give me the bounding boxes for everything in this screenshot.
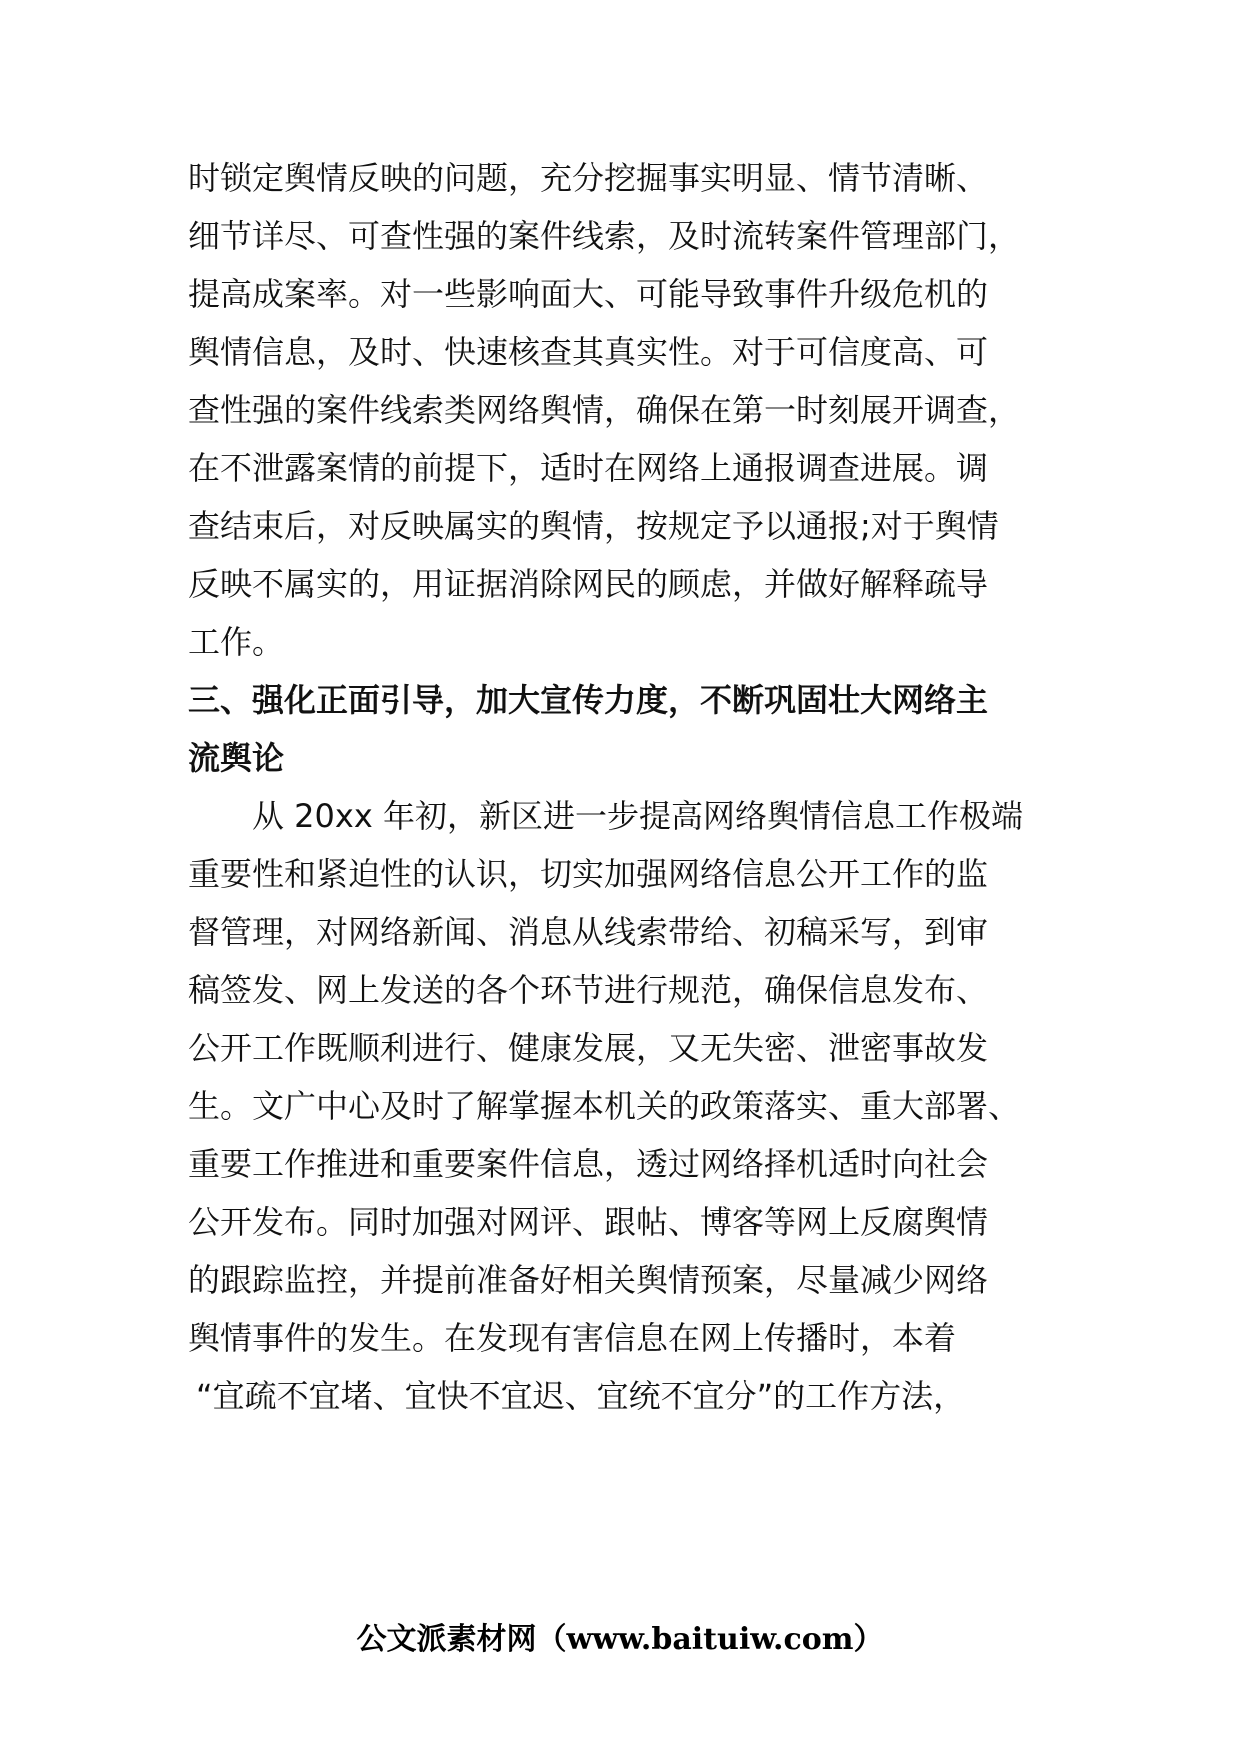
paragraph-line: 生。文广中心及时了解掌握本机关的政策落实、重大部署、 <box>188 1087 1021 1125</box>
paragraph-line: 时锁定舆情反映的问题，充分挖掘事实明显、情节清晰、 <box>188 159 989 197</box>
section-heading: 三、强化正面引导，加大宣传力度，不断巩固壮大网络主 <box>188 681 989 719</box>
paragraph-line: 反映不属实的，用证据消除网民的顾虑，并做好解释疏导 <box>188 565 989 603</box>
paragraph-line: 重要工作推进和重要案件信息，透过网络择机适时向社会 <box>188 1145 989 1183</box>
paragraph-line: 查性强的案件线索类网络舆情，确保在第一时刻展开调查， <box>188 391 1021 429</box>
paragraph-line: 提高成案率。对一些影响面大、可能导致事件升级危机的 <box>188 275 989 313</box>
paragraph-line: 公开工作既顺利进行、健康发展，又无失密、泄密事故发 <box>188 1029 989 1067</box>
section-heading: 流舆论 <box>188 739 285 777</box>
paragraph-line: 工作。 <box>188 623 285 661</box>
paragraph-line: 细节详尽、可查性强的案件线索，及时流转案件管理部门， <box>188 217 1021 255</box>
paragraph-line: 查结束后，对反映属实的舆情，按规定予以通报;对于舆情 <box>188 507 999 545</box>
paragraph-line: 公开发布。同时加强对网评、跟帖、博客等网上反腐舆情 <box>188 1203 989 1241</box>
paragraph-line: 在不泄露案情的前提下，适时在网络上通报调查进展。调 <box>188 449 989 487</box>
paragraph-line: 督管理，对网络新闻、消息从线索带给、初稿采写，到审 <box>188 913 989 951</box>
paragraph-line: “宜疏不宜堵、宜快不宜迟、宜统不宜分”的工作方法， <box>196 1377 966 1415</box>
paragraph-line: 舆情信息，及时、快速核查其真实性。对于可信度高、可 <box>188 333 989 371</box>
paragraph-line: 重要性和紧迫性的认识，切实加强网络信息公开工作的监 <box>188 855 989 893</box>
paragraph-line: 从 20xx 年初，新区进一步提高网络舆情信息工作极端 <box>252 797 1023 835</box>
paragraph-line: 舆情事件的发生。在发现有害信息在网上传播时，本着 <box>188 1319 957 1357</box>
footer-watermark-text: 公文派素材网（www.baituiw.com） <box>356 1622 884 1657</box>
paragraph-line: 稿签发、网上发送的各个环节进行规范，确保信息发布、 <box>188 971 989 1009</box>
paragraph-line: 的跟踪监控，并提前准备好相关舆情预案，尽量减少网络 <box>188 1261 989 1299</box>
